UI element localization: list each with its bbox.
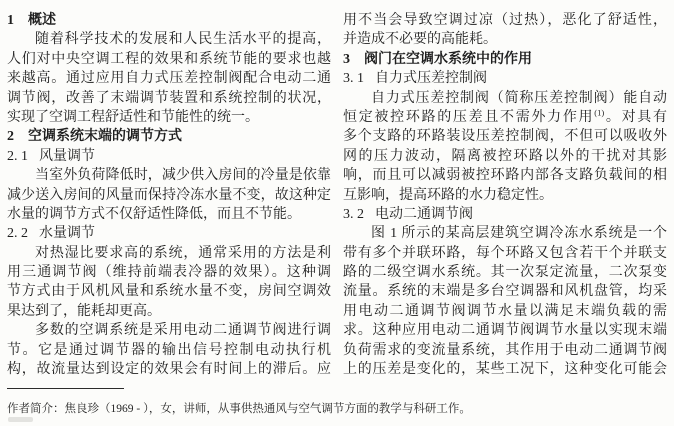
section-heading — [7, 127, 331, 146]
article-body — [7, 11, 667, 379]
subsection-heading — [343, 69, 667, 88]
text-line: 果达到了，能耗却更高。 — [7, 303, 161, 319]
text-line: 图 1 所示的某高层建筑空调冷冻水系统是一个 — [371, 226, 667, 242]
heading-number: 3. 1 — [343, 71, 364, 87]
text-line: 自力式压差控制阀（简称压差控制阀）能自动 — [371, 90, 667, 106]
text-line: 对热湿比要求高的系统，通常采用的方法是利 — [35, 245, 331, 261]
heading-number: 3 — [343, 51, 350, 67]
text-line: 负荷需求的变流量系统，其作用于电动二通调节阀 — [343, 342, 667, 358]
text-line: 求。这种应用电动二通调节阀调节水量以实现末端 — [343, 323, 667, 339]
scan-artifact-mark — [8, 417, 33, 422]
heading-number: 3. 2 — [343, 206, 364, 222]
subsection-heading — [343, 205, 667, 224]
text-line: 随着科学技术的发展和人民生活水平的提高， — [35, 32, 331, 48]
heading-title: 水量调节 — [39, 226, 95, 242]
heading-title: 概述 — [28, 13, 56, 28]
heading-number: 2. 2 — [7, 226, 28, 242]
heading-number: 2. 1 — [7, 148, 28, 164]
left-column — [7, 11, 331, 379]
text-line: 恒定被控环路的压差且不需外力作用$^{(1)}$。对具有 — [343, 107, 667, 125]
heading-number: 2 — [7, 129, 14, 145]
reference-superscript: (1) — [594, 107, 605, 118]
heading-title: 空调系统末端的调节方式 — [28, 129, 182, 145]
text-line: 多个支路的环路装设压差控制阀，不但可以吸收外 — [343, 129, 667, 145]
heading-title: 电动二通调节阀 — [375, 206, 473, 222]
heading-title: 风量调节 — [39, 148, 95, 164]
author-bio: 作者简介：焦良珍（1969 - ），女，讲师，从事供热通风与空气调节方面的教学与科研工作。 — [7, 403, 471, 415]
text-line: 实现了空调工程舒适性和节能性的统一。 — [7, 109, 259, 125]
text-line: 节方式由于风机风量和系统水量不变，房间空调效 — [7, 284, 331, 300]
text-line: 用三通调节阀（维持前端表冷器的效果）。这种调 — [7, 265, 331, 281]
text-line: 人们对中央空调工程的效果和系统节能的要求也越 — [7, 51, 331, 67]
text-line: 节。它是通过调节器的输出信号控制电动执行机 — [7, 342, 331, 358]
heading-number: 1 — [7, 13, 14, 28]
right-column — [343, 11, 667, 379]
text-line: 用电动二通调节阀调节水量以满足末端负载的需 — [343, 303, 667, 319]
text-line: 用不当会导致空调过凉（过热），恶化了舒适性， — [343, 13, 667, 28]
heading-title: 自力式压差控制阀 — [375, 71, 487, 87]
subsection-heading — [7, 224, 331, 243]
text-line: 上的压差是变化的，某些工况下，这种变化可能会 — [343, 362, 667, 378]
text-line: 当室外负荷降低时，减少供入房间的冷量是依靠 — [35, 168, 331, 184]
text-line: 互影响，提高环路的水力稳定性。 — [343, 187, 553, 203]
subsection-heading — [7, 147, 331, 166]
text-line: 并造成不必要的高能耗。 — [343, 32, 497, 48]
text-line: 网的压力波动，隔离被控环路以外的干扰对其影 — [343, 148, 667, 164]
text-line: 带有多个并联环路，每个环路又包含若干个并联支 — [343, 245, 667, 261]
section-heading — [343, 50, 667, 69]
text-line: 路的二级空调水系统。其一次泵定流量，二次泵变 — [343, 265, 667, 281]
text-line: 响，而且可以减弱被控环路内部各支路负载间的相 — [343, 168, 667, 184]
text-line: 调节阀，改善了末端调节装置和系统控制的状况， — [7, 90, 331, 106]
footnote-separator — [7, 388, 124, 389]
text-line: 减少送入房间的风量而保持冷冻水量不变，故这种定 — [7, 187, 331, 203]
text-line: 来越高。通过应用自力式压差控制阀配合电动二通 — [7, 71, 331, 87]
section-heading — [7, 11, 331, 30]
text-line: 流量。系统的末端是多台空调器和风机盘管，均采 — [343, 284, 667, 300]
heading-title: 阀门在空调水系统中的作用 — [364, 51, 532, 67]
text-line: 构，故流量达到设定的效果会有时间上的滞后。应 — [7, 362, 331, 378]
text-line: 水量的调节方式不仅舒适性降低，而且不节能。 — [7, 206, 301, 222]
text-line: 多数的空调系统是采用电动二通调节阀进行调 — [35, 323, 331, 339]
